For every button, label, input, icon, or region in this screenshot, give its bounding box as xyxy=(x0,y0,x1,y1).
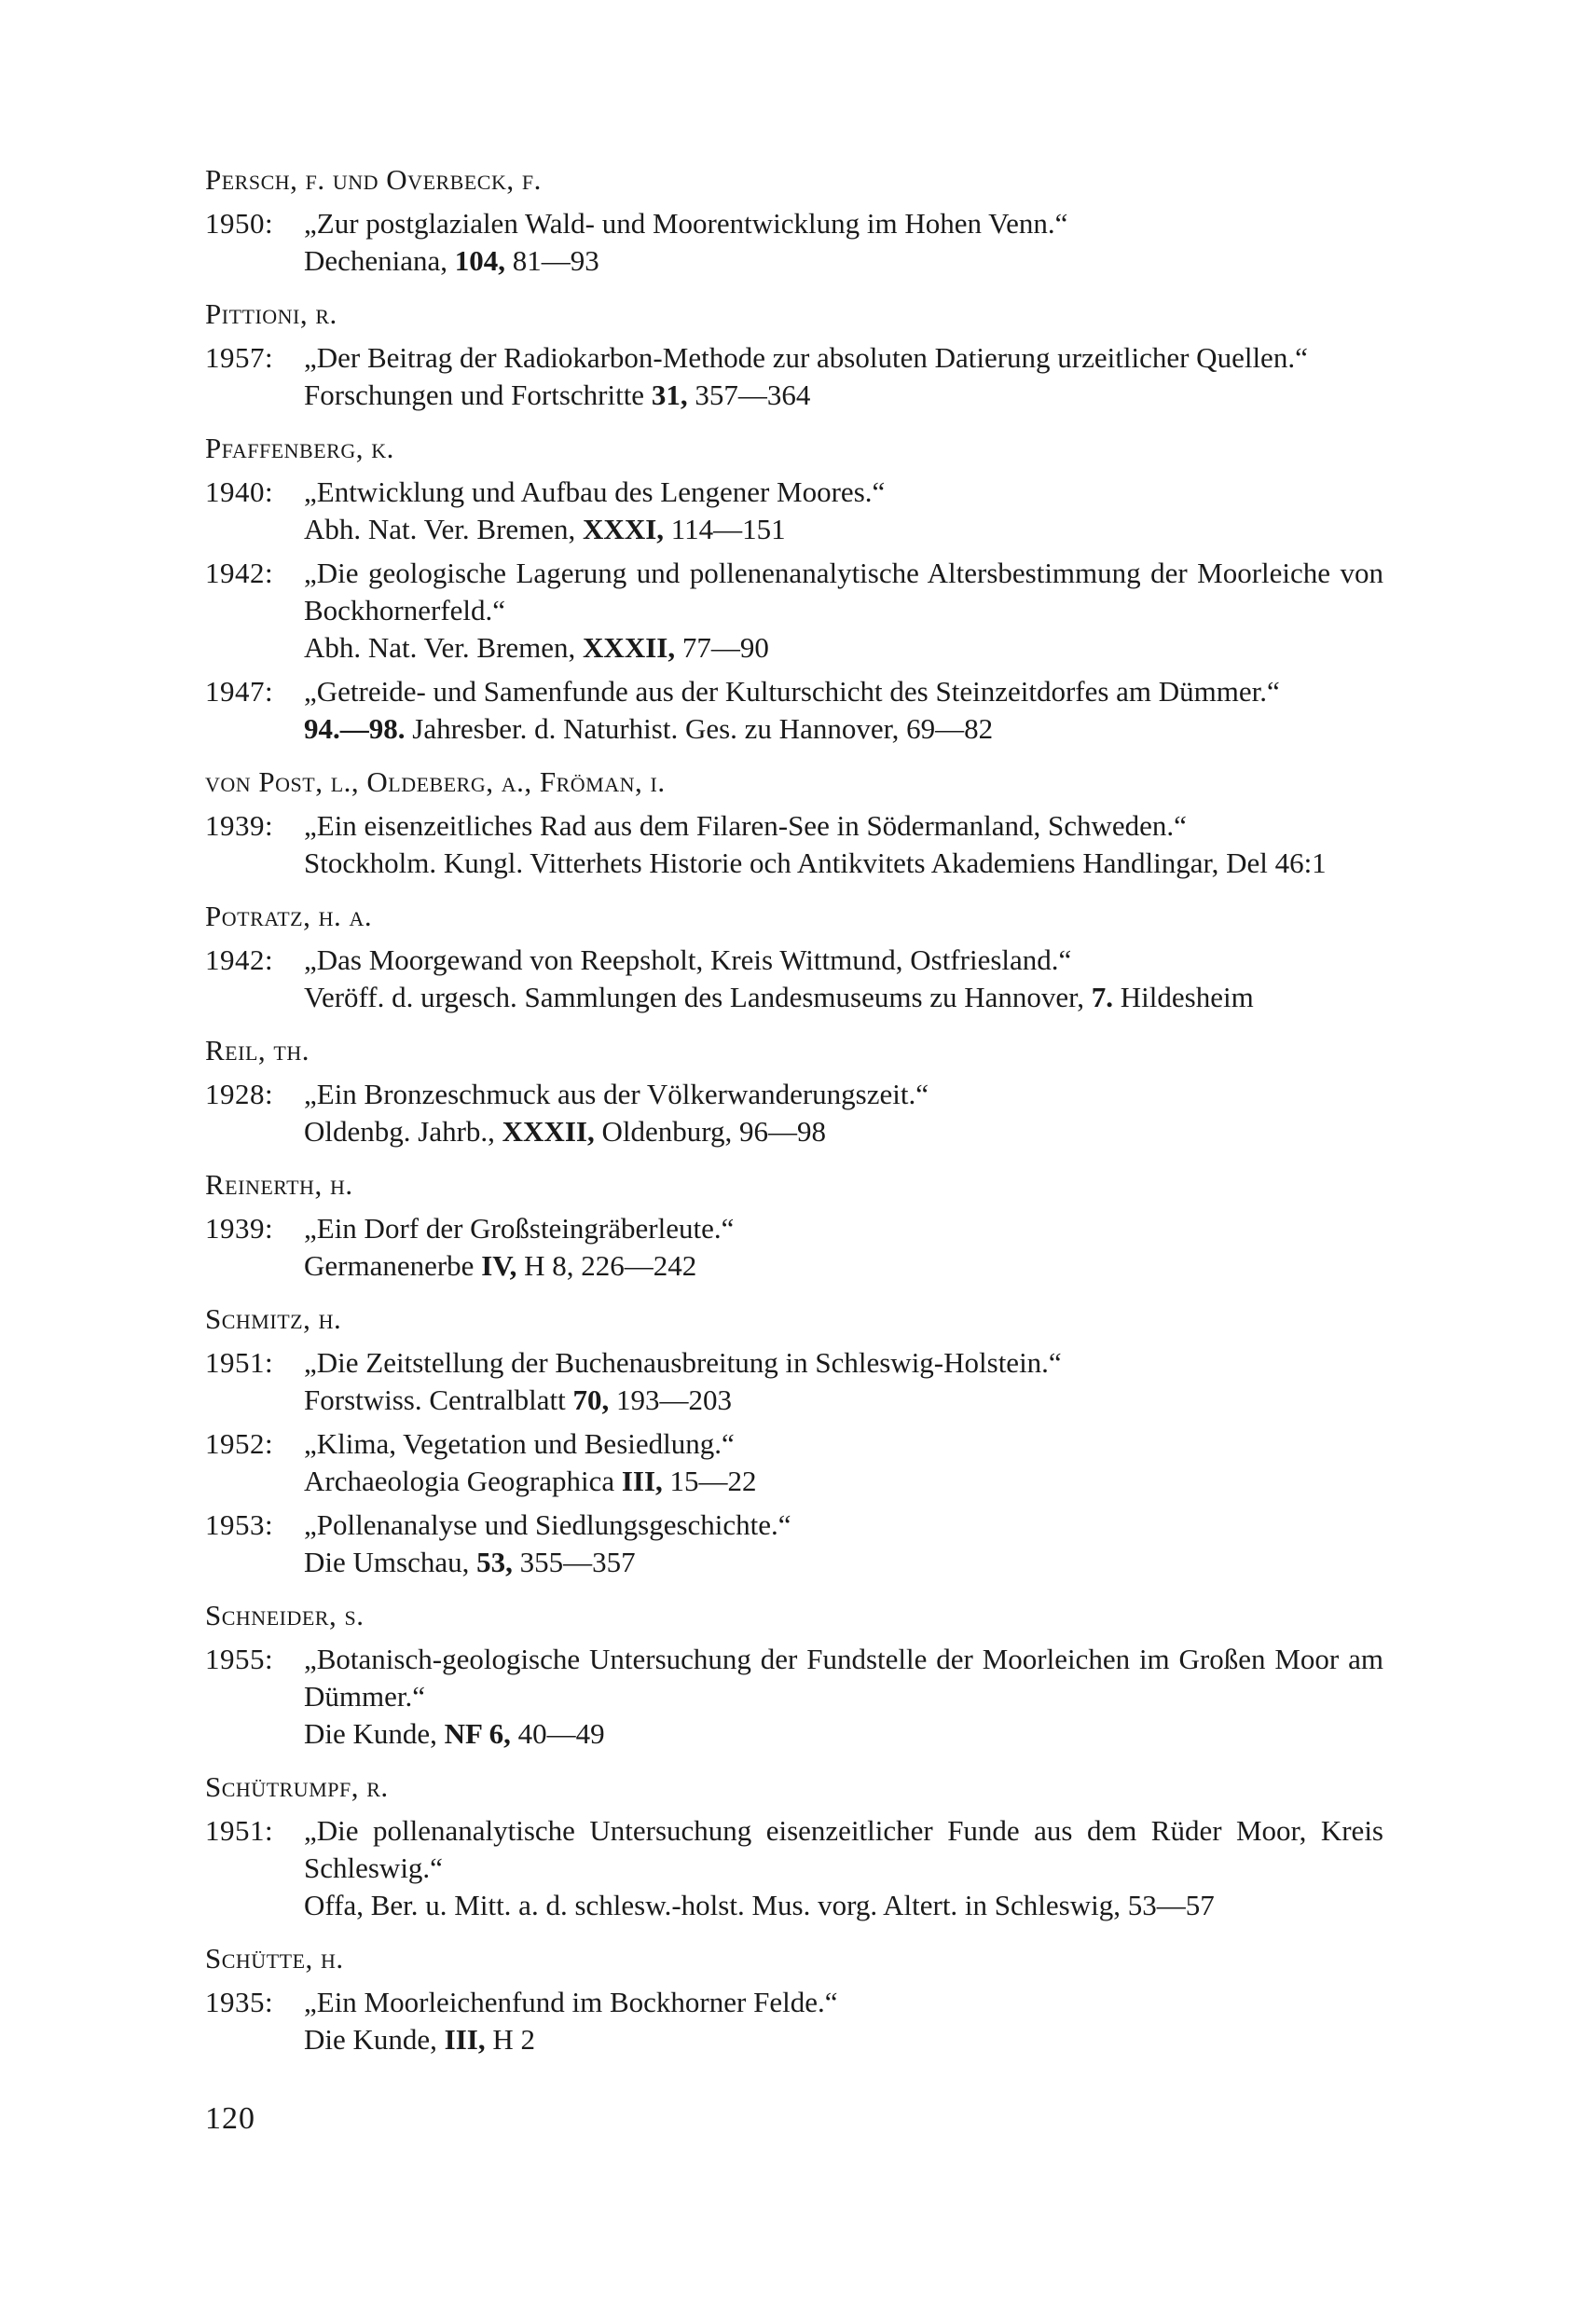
entry-year: 1953: xyxy=(205,1508,274,1541)
reference-entry xyxy=(205,807,1383,882)
reference-entry xyxy=(205,1344,1383,1419)
entry-source xyxy=(304,2021,1383,2058)
entry-year: 1957: xyxy=(205,341,274,374)
entry-body xyxy=(304,205,1383,280)
entry-title: „Ein Bronzeschmuck aus der Völkerwanderungszeit.“ xyxy=(304,1078,929,1110)
source-text: Jahresber. d. Naturhist. Ges. zu Hannover, 69—82 xyxy=(405,712,994,745)
source-volume: 53, xyxy=(476,1546,513,1578)
reference-entry xyxy=(205,942,1383,1016)
entry-year: 1940: xyxy=(205,475,274,508)
entry-title: „Botanisch-geologische Untersuchung der Fundstelle der Moorleichen im Großen Moor am Dümmer.“ xyxy=(304,1643,1383,1713)
entry-source xyxy=(304,1382,1383,1419)
entry-title: „Die Zeitstellung der Buchenausbreitung in Schleswig-Holstein.“ xyxy=(304,1346,1062,1379)
entry-source xyxy=(304,979,1383,1016)
source-volume: 104, xyxy=(454,244,506,277)
entry-title: „Die geologische Lagerung und pollenenanalytische Altersbestimmung der Moorleiche von Bockhornerfeld.“ xyxy=(304,557,1383,626)
source-text: Forschungen und Fortschritte xyxy=(304,378,652,411)
entry-title: „Ein eisenzeitliches Rad aus dem Filaren-See in Södermanland, Schweden.“ xyxy=(304,809,1187,842)
reference-entry xyxy=(205,1641,1383,1753)
source-text: Die Kunde, xyxy=(304,2023,445,2056)
source-volume: XXXII, xyxy=(502,1115,595,1148)
source-text: 193—203 xyxy=(609,1383,732,1416)
entry-source xyxy=(304,242,1383,280)
author-name: Schmitz, h. xyxy=(205,1302,342,1335)
source-text: 114—151 xyxy=(664,513,786,545)
entry-source xyxy=(304,511,1383,548)
entry-body xyxy=(304,1507,1383,1581)
entry-title: „Zur postglazialen Wald- und Moorentwicklung im Hohen Venn.“ xyxy=(304,207,1068,240)
reference-entry xyxy=(205,1210,1383,1285)
source-volume: XXXI, xyxy=(583,513,665,545)
page-number: 120 xyxy=(205,2101,255,2136)
entry-body xyxy=(304,1344,1383,1419)
entry-body xyxy=(304,807,1383,882)
entry-body xyxy=(304,474,1383,548)
author-name: Pfaffenberg, k. xyxy=(205,432,394,464)
entry-year: 1952: xyxy=(205,1427,274,1460)
source-volume: III, xyxy=(621,1465,663,1497)
source-volume: XXXII, xyxy=(583,631,676,664)
source-volume: NF 6, xyxy=(444,1717,511,1750)
entry-title: „Der Beitrag der Radiokarbon-Methode zur absoluten Datierung urzeitlicher Quellen.“ xyxy=(304,341,1308,374)
source-text: Abh. Nat. Ver. Bremen, xyxy=(304,631,584,664)
reference-entry xyxy=(205,1507,1383,1581)
source-text: Stockholm. Kungl. Vitterhets Historie och Antikvitets Akademiens Handlingar, Del 46:1 xyxy=(304,846,1327,879)
reference-entry xyxy=(205,673,1383,748)
source-text: Oldenburg, 96—98 xyxy=(594,1115,826,1148)
source-volume: 70, xyxy=(572,1383,610,1416)
entry-source xyxy=(304,710,1383,748)
reference-entry xyxy=(205,555,1383,667)
source-text: Die Umschau, xyxy=(304,1546,477,1578)
author-name: Reinerth, h. xyxy=(205,1168,353,1201)
entry-year: 1935: xyxy=(205,1986,274,2018)
entry-year: 1950: xyxy=(205,207,274,240)
source-text: Archaeologia Geographica xyxy=(304,1465,622,1497)
entry-body xyxy=(304,942,1383,1016)
source-volume: 94.—98. xyxy=(304,712,406,745)
reference-entry xyxy=(205,474,1383,548)
source-text: Decheniana, xyxy=(304,244,455,277)
entry-year: 1951: xyxy=(205,1814,274,1847)
entry-title: „Das Moorgewand von Reepsholt, Kreis Wittmund, Ostfriesland.“ xyxy=(304,943,1072,976)
source-text: Germanenerbe xyxy=(304,1249,482,1282)
source-text: Oldenbg. Jahrb., xyxy=(304,1115,502,1148)
entry-body xyxy=(304,555,1383,667)
source-text: 15—22 xyxy=(662,1465,757,1497)
entry-title: „Die pollenanalytische Untersuchung eisenzeitlicher Funde aus dem Rüder Moor, Kreis Schleswig.“ xyxy=(304,1814,1383,1884)
entry-year: 1928: xyxy=(205,1078,274,1110)
source-text: Die Kunde, xyxy=(304,1717,445,1750)
source-volume: IV, xyxy=(481,1249,517,1282)
entry-title: „Klima, Vegetation und Besiedlung.“ xyxy=(304,1427,735,1460)
source-text: H 2 xyxy=(485,2023,535,2056)
author-name: Potratz, h. a. xyxy=(205,900,373,932)
entry-source xyxy=(304,629,1383,667)
source-text: H 8, 226—242 xyxy=(516,1249,697,1282)
reference-entry xyxy=(205,1984,1383,2058)
author-name: Schütrumpf, r. xyxy=(205,1770,389,1803)
source-volume: 7. xyxy=(1091,981,1114,1013)
source-text: Veröff. d. urgesch. Sammlungen des Landesmuseums zu Hannover, xyxy=(304,981,1092,1013)
entry-source xyxy=(304,1247,1383,1285)
entry-title: „Entwicklung und Aufbau des Lengener Moores.“ xyxy=(304,475,886,508)
reference-entry xyxy=(205,1425,1383,1500)
source-text: 357—364 xyxy=(687,378,811,411)
author-name: Persch, f. und Overbeck, f. xyxy=(205,163,542,196)
source-text: 40—49 xyxy=(510,1717,605,1750)
source-volume: III, xyxy=(444,2023,486,2056)
reference-entry xyxy=(205,1812,1383,1924)
author-name: Schneider, s. xyxy=(205,1599,365,1631)
entry-year: 1951: xyxy=(205,1346,274,1379)
source-text: Forstwiss. Centralblatt xyxy=(304,1383,573,1416)
entry-source xyxy=(304,1463,1383,1500)
entry-source xyxy=(304,845,1383,882)
entry-year: 1939: xyxy=(205,809,274,842)
entry-body xyxy=(304,1210,1383,1285)
source-text: Abh. Nat. Ver. Bremen, xyxy=(304,513,584,545)
reference-entry xyxy=(205,1076,1383,1150)
entry-source xyxy=(304,1544,1383,1581)
source-volume: 31, xyxy=(651,378,688,411)
entry-year: 1942: xyxy=(205,557,274,589)
entry-body xyxy=(304,1425,1383,1500)
bibliography xyxy=(205,160,1383,2058)
entry-source xyxy=(304,1887,1383,1924)
entry-body xyxy=(304,1076,1383,1150)
source-text: Offa, Ber. u. Mitt. a. d. schlesw.-holst. Mus. vorg. Altert. in Schleswig, 53—57 xyxy=(304,1889,1215,1921)
entry-body xyxy=(304,1641,1383,1753)
entry-body xyxy=(304,673,1383,748)
entry-year: 1939: xyxy=(205,1212,274,1245)
entry-source xyxy=(304,1715,1383,1753)
entry-title: „Ein Dorf der Großsteingräberleute.“ xyxy=(304,1212,735,1245)
reference-entry xyxy=(205,339,1383,414)
entry-title: „Getreide- und Samenfunde aus der Kulturschicht des Steinzeitdorfes am Dümmer.“ xyxy=(304,675,1280,708)
source-text: Hildesheim xyxy=(1113,981,1254,1013)
entry-year: 1942: xyxy=(205,943,274,976)
entry-body xyxy=(304,1812,1383,1924)
entry-year: 1947: xyxy=(205,675,274,708)
entry-body xyxy=(304,1984,1383,2058)
reference-entry xyxy=(205,205,1383,280)
author-name: Reil, th. xyxy=(205,1034,310,1067)
entry-year: 1955: xyxy=(205,1643,274,1675)
source-text: 355—357 xyxy=(512,1546,636,1578)
author-name: Pittioni, r. xyxy=(205,297,337,330)
entry-title: „Pollenanalyse und Siedlungsgeschichte.“ xyxy=(304,1508,791,1541)
source-text: 81—93 xyxy=(505,244,599,277)
source-text: 77—90 xyxy=(675,631,769,664)
author-name: Schütte, h. xyxy=(205,1942,344,1975)
entry-source xyxy=(304,1113,1383,1150)
entry-body xyxy=(304,339,1383,414)
entry-source xyxy=(304,377,1383,414)
author-name: von Post, l., Oldeberg, a., Fröman, i. xyxy=(205,765,666,798)
entry-title: „Ein Moorleichenfund im Bockhorner Felde.“ xyxy=(304,1986,838,2018)
